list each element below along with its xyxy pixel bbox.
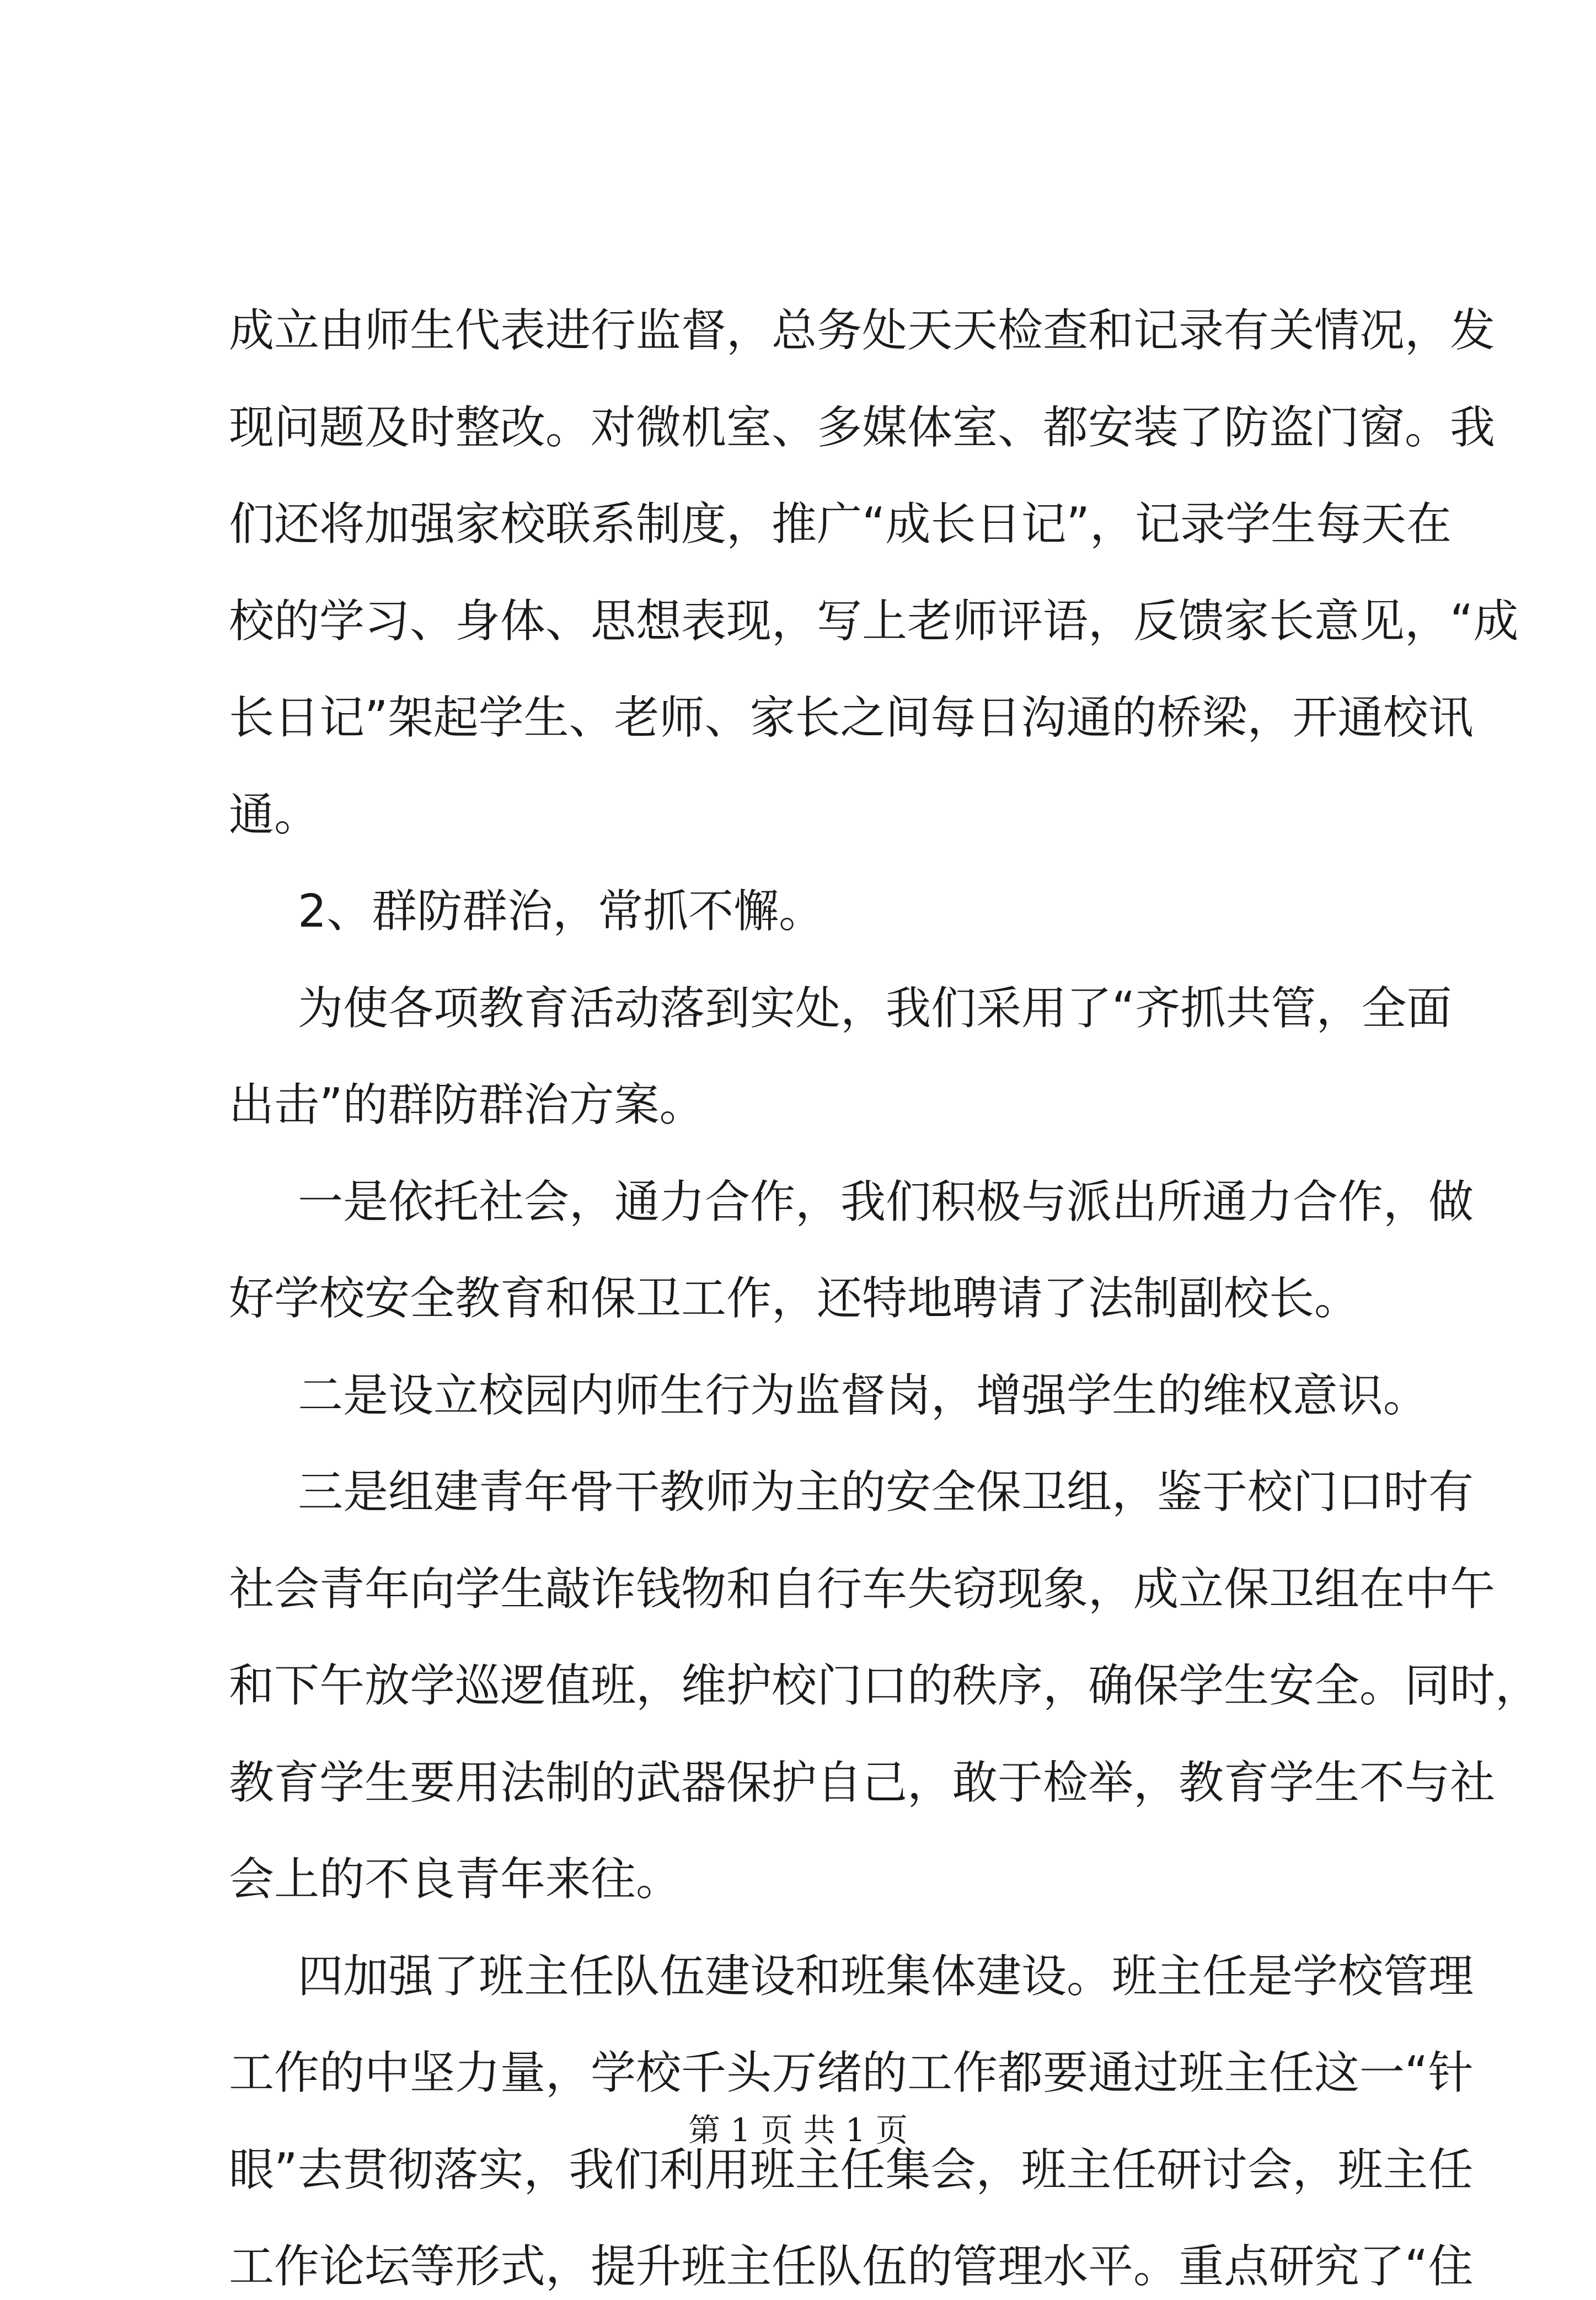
text-line-content: 社会青年向学生敲诈钱物和自行车失窃现象，成立保卫组在中午	[229, 1563, 1496, 1616]
page-footer: 第 1 页 共 1 页	[688, 2111, 908, 2149]
text-line-content: 工作论坛等形式，提升班主任队伍的管理水平。重点研究了“住	[229, 2240, 1474, 2293]
text-line-content: 们还将加强家校联系制度，推广“成长日记”，记录学生每天在	[229, 498, 1452, 550]
text-line-content: 教育学生要用法制的武器保护自己，敢于检举，教育学生不与社	[229, 1757, 1496, 1809]
text-line-content: 和下午放学巡逻值班，维护校门口的秩序，确保学生安全。同时，	[229, 1660, 1541, 1712]
text-line-content: 二是设立校园内师生行为监督岗，增强学生的维权意识。	[298, 1370, 1429, 1422]
text-line-content: 四加强了班主任队伍建设和班集体建设。班主任是学校管理	[298, 1950, 1474, 2003]
text-line-content: 一是依托社会，通力合作，我们积极与派出所通力合作，做	[298, 1176, 1474, 1228]
text-line-content: 通。	[229, 789, 320, 841]
text-line-content: 2、群防群治，常抓不懈。	[298, 885, 824, 938]
text-line-content: 会上的不良青年来往。	[229, 1853, 682, 1906]
text-line-content: 出击”的群防群治方案。	[229, 1079, 705, 1131]
text-line-content: 为使各项教育活动落到实处，我们采用了“齐抓共管，全面	[298, 982, 1452, 1035]
text-line-content: 成立由师生代表进行监督，总务处天天检查和记录有关情况，发	[229, 304, 1496, 357]
text-line-content: 现问题及时整改。对微机室、多媒体室、都安装了防盗门窗。我	[229, 402, 1496, 454]
text-line-content: 校的学习、身体、思想表现，写上老师评语，反馈家长意见，“成	[229, 595, 1519, 648]
text-line-content: 长日记”架起学生、老师、家长之间每日沟通的桥梁，开通校讯	[229, 692, 1474, 744]
text-line-content: 工作的中坚力量，学校千头万绪的工作都要通过班主任这一“针	[229, 2047, 1474, 2099]
text-line-content: 好学校安全教育和保卫工作，还特地聘请了法制副校长。	[229, 1272, 1360, 1325]
text-line-content: 三是组建青年骨干教师为主的安全保卫组，鉴于校门口时有	[298, 1466, 1474, 1518]
text-line-content: 眼”去贯彻落实，我们利用班主任集会，班主任研讨会，班主任	[229, 2144, 1474, 2196]
